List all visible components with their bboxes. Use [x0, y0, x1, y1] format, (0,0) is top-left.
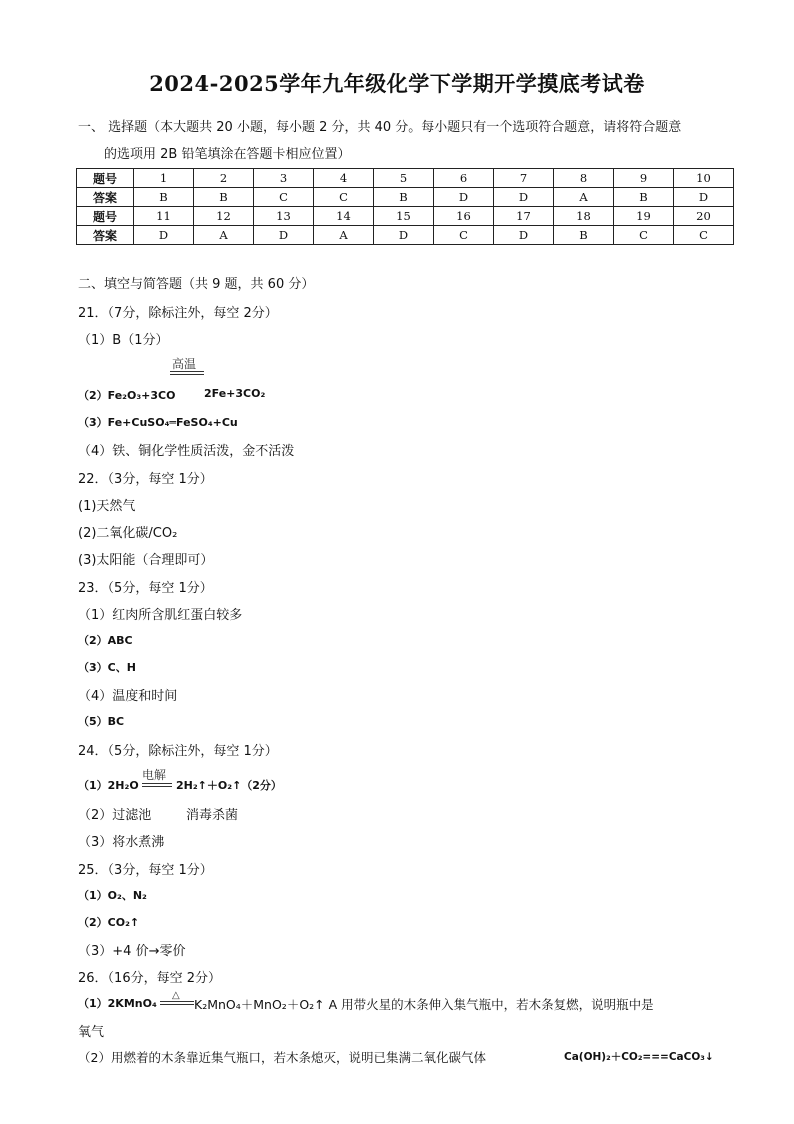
question-number: 10 — [674, 169, 734, 188]
answer-cell: D — [374, 226, 434, 245]
row-label: 答案 — [77, 226, 134, 245]
row-label: 题号 — [77, 207, 134, 226]
question-number: 11 — [134, 207, 194, 226]
question-number: 13 — [254, 207, 314, 226]
q25-answer-2: （2）CO₂↑ — [78, 916, 140, 929]
equals-sign — [160, 1001, 194, 1005]
q23-header: 23．（5分，每空 1分） — [78, 581, 213, 596]
question-number: 17 — [494, 207, 554, 226]
page-title: 2024-2025学年九年级化学下学期开学摸底考试卷 — [149, 71, 645, 96]
q23-answer-2: （2）ABC — [78, 634, 133, 647]
q26-answer-2-equation: Ca(OH)₂＋CO₂===CaCO₃↓ — [564, 1051, 714, 1063]
answer-cell: A — [554, 188, 614, 207]
section1-heading: 一、 选择题（本大题共 20 小题，每小题 2 分，共 40 分。每小题只有一个选项符合题意，请将符合题意 — [78, 120, 682, 135]
question-number: 2 — [194, 169, 254, 188]
q21-answer-2-left: （2）Fe₂O₃+3CO — [78, 389, 176, 402]
q25-answer-1: （1）O₂、N₂ — [78, 889, 147, 902]
q21-reaction-condition: 高温 — [172, 357, 197, 371]
q23-answer-1: （1）红肉所含肌红蛋白较多 — [78, 608, 243, 623]
question-number: 9 — [614, 169, 674, 188]
answer-cell: B — [374, 188, 434, 207]
q23-answer-5: （5）BC — [78, 715, 125, 728]
answer-cell: C — [674, 226, 734, 245]
answer-cell: D — [134, 226, 194, 245]
equals-sign — [170, 371, 204, 375]
answer-cell: B — [614, 188, 674, 207]
answer-cell: C — [434, 226, 494, 245]
answer-cell: C — [614, 226, 674, 245]
answer-cell: D — [674, 188, 734, 207]
answer-cell: C — [254, 188, 314, 207]
table-row — [77, 169, 734, 188]
question-number: 19 — [614, 207, 674, 226]
section1-heading-cont: 的选项用 2B 铅笔填涂在答题卡相应位置） — [104, 147, 351, 162]
q21-answer-2-right: 2Fe+3CO₂ — [204, 387, 266, 400]
answer-cell: D — [494, 226, 554, 245]
answer-cell: A — [194, 226, 254, 245]
q22-answer-2: (2)二氧化碳/CO₂ — [78, 526, 178, 541]
question-number: 7 — [494, 169, 554, 188]
question-number: 4 — [314, 169, 374, 188]
q24-answer-1-right: 2H₂↑＋O₂↑（2分） — [176, 779, 282, 792]
answer-table — [76, 168, 734, 245]
answer-cell: D — [434, 188, 494, 207]
table-row — [77, 226, 734, 245]
q26-answer-2-text: （2）用燃着的木条靠近集气瓶口，若木条熄灭，说明已集满二氧化碳气体 — [78, 1050, 486, 1065]
equals-sign — [142, 783, 172, 787]
answer-cell: B — [194, 188, 254, 207]
question-number: 15 — [374, 207, 434, 226]
question-number: 20 — [674, 207, 734, 226]
q21-answer-1: （1）B（1分） — [78, 333, 169, 348]
q24-answer-1-left: （1）2H₂O — [78, 779, 139, 792]
q26-header: 26．（16分，每空 2分） — [78, 971, 221, 986]
q25-answer-3: （3）+4 价→零价 — [78, 944, 186, 959]
row-label: 答案 — [77, 188, 134, 207]
answer-cell: D — [254, 226, 314, 245]
q23-answer-3: （3）C、H — [78, 661, 136, 674]
question-number: 12 — [194, 207, 254, 226]
question-number: 3 — [254, 169, 314, 188]
question-number: 1 — [134, 169, 194, 188]
answer-cell: B — [134, 188, 194, 207]
answer-cell: A — [314, 226, 374, 245]
question-number: 5 — [374, 169, 434, 188]
answer-cell: D — [494, 188, 554, 207]
answer-cell: C — [314, 188, 374, 207]
q21-header: 21．（7分，除标注外，每空 2分） — [78, 306, 278, 321]
q22-answer-3: (3)太阳能（合理即可） — [78, 553, 214, 568]
q24-answer-2-left: （2）过滤池 — [78, 808, 152, 823]
q26-answer-1-cont: 氧气 — [78, 1025, 105, 1040]
table-row — [77, 207, 734, 226]
table-row — [77, 188, 734, 207]
q21-answer-4: （4）铁、铜化学性质活泼，金不活泼 — [78, 444, 295, 459]
q26-reaction-condition: △ — [172, 990, 180, 1001]
question-number: 8 — [554, 169, 614, 188]
q24-header: 24．（5分，除标注外，每空 1分） — [78, 744, 278, 759]
q24-answer-3: （3）将水煮沸 — [78, 835, 165, 850]
q26-answer-1-right: K₂MnO₄＋MnO₂＋O₂↑ A 用带火星的木条伸入集气瓶中，若木条复燃，说明瓶中是 — [194, 997, 654, 1012]
question-number: 18 — [554, 207, 614, 226]
q21-answer-3: （3）Fe+CuSO₄═FeSO₄+Cu — [78, 416, 238, 429]
q24-answer-2-right: 消毒杀菌 — [186, 808, 239, 823]
question-number: 14 — [314, 207, 374, 226]
row-label: 题号 — [77, 169, 134, 188]
q24-reaction-condition: 电解 — [142, 768, 167, 782]
q25-header: 25．（3分，每空 1分） — [78, 863, 213, 878]
section2-heading: 二、填空与简答题（共 9 题，共 60 分） — [78, 277, 315, 292]
q22-header: 22．（3分，每空 1分） — [78, 472, 213, 487]
question-number: 6 — [434, 169, 494, 188]
question-number: 16 — [434, 207, 494, 226]
q22-answer-1: (1)天然气 — [78, 499, 136, 514]
answer-cell: B — [554, 226, 614, 245]
q23-answer-4: （4）温度和时间 — [78, 689, 178, 704]
q26-answer-1-left: （1）2KMnO₄ — [78, 997, 157, 1010]
